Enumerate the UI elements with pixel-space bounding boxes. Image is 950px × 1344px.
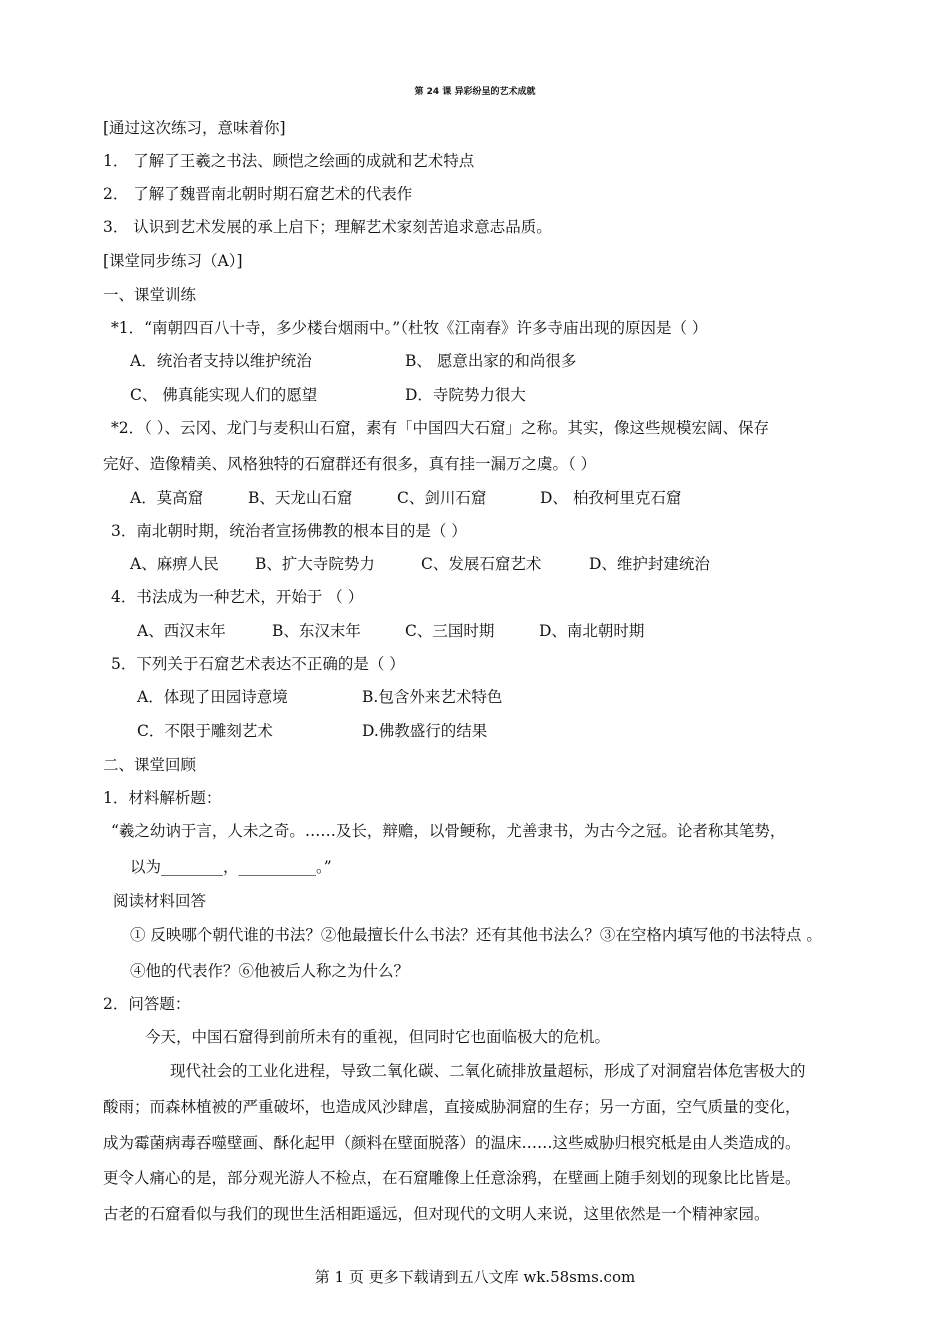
section1-heading: 一、课堂训练 <box>103 286 197 304</box>
material-quote-blanks: 以为________，__________。” <box>130 858 332 876</box>
question-2-stem-cont: 完好、造像精美、风格独特的石窟群还有很多，真有挂一漏万之虞。（ ） <box>103 455 597 473</box>
material-subquestions-cont: ④他的代表作？⑥他被后人称之为什么？ <box>130 962 410 980</box>
q3-option-a: A、麻痹人民 <box>130 555 219 573</box>
goals-header: [通过这次练习，意味着你] <box>103 119 286 137</box>
q5-option-c: C．不限于雕刻艺术 <box>137 722 273 740</box>
essay-paragraph: 成为霉菌病毒吞噬壁画、酥化起甲（颜料在壁面脱落）的温床……这些威胁归根究柢是由人类造成的。 <box>103 1134 801 1152</box>
question-4-stem: 4．书法成为一种艺术，开始于 （ ） <box>111 588 364 606</box>
question-3-stem: 3．南北朝时期，统治者宣扬佛教的根本目的是（ ） <box>111 522 467 540</box>
goal-item: 3． 认识到艺术发展的承上启下；理解艺术家刻苦追求意志品质。 <box>103 218 552 236</box>
q1-option-d: D．寺院势力很大 <box>405 386 526 404</box>
question-5-stem: 5．下列关于石窟艺术表达不正确的是（ ） <box>111 655 405 673</box>
q1-option-c: C、 佛真能实现人们的愿望 <box>130 386 318 404</box>
q3-option-b: B、扩大寺院势力 <box>255 555 375 573</box>
page-title: 第 24 课 异彩纷呈的艺术成就 <box>414 87 536 97</box>
essay-paragraph: 更令人痛心的是，部分观光游人不检点，在石窟雕像上任意涂鸦，在壁画上随手刻划的现象比比皆是。 <box>103 1169 801 1187</box>
page-footer: 第 1 页 更多下载请到五八文库 wk.58sms.com <box>314 1268 636 1286</box>
q5-option-d: D.佛教盛行的结果 <box>362 722 488 740</box>
material-subquestions: ① 反映哪个朝代谁的书法？②他最擅长什么书法？还有其他书法么？③在空格内填写他的书法特点 。 <box>130 926 822 944</box>
material-question-label: 1．材料解析题： <box>103 789 222 807</box>
q3-option-c: C、发展石窟艺术 <box>421 555 542 573</box>
q2-option-d: D、 柏孜柯里克石窟 <box>540 489 682 507</box>
goal-item: 2． 了解了魏晋南北朝时期石窟艺术的代表作 <box>103 185 413 203</box>
reading-prompt: 阅读材料回答 <box>113 892 207 910</box>
q2-option-b: B、天龙山石窟 <box>248 489 353 507</box>
q1-option-b: B、 愿意出家的和尚很多 <box>405 352 577 370</box>
section2-heading: 二、课堂回顾 <box>103 756 197 774</box>
q5-option-b: B.包含外来艺术特色 <box>362 688 503 706</box>
essay-paragraph: 古老的石窟看似与我们的现世生活相距遥远，但对现代的文明人来说，这里依然是一个精神家园。 <box>103 1205 770 1223</box>
practice-header: [课堂同步练习（A）] <box>103 252 243 270</box>
essay-paragraph: 今天，中国石窟得到前所未有的重视，但同时它也面临极大的危机。 <box>145 1028 611 1046</box>
q5-option-a: A．体现了田园诗意境 <box>137 688 288 706</box>
q1-option-a: A．统治者支持以维护统治 <box>130 352 312 370</box>
question-1-stem: *1．“南朝四百八十寺，多少楼台烟雨中。”（杜牧《江南春》许多寺庙出现的原因是（ ） <box>111 319 708 337</box>
q4-option-c: C、三国时期 <box>405 622 495 640</box>
material-quote: “羲之幼讷于言，人未之奇。……及长，辩赡，以骨鲠称，尤善隶书，为古今之冠。论者称其笔势， <box>111 822 786 840</box>
q4-option-d: D、南北朝时期 <box>539 622 645 640</box>
essay-paragraph: 现代社会的工业化进程，导致二氧化碳、二氧化硫排放量超标，形成了对洞窟岩体危害极大的 <box>170 1062 806 1080</box>
goal-item: 1． 了解了王羲之书法、顾恺之绘画的成就和艺术特点 <box>103 152 475 170</box>
q4-option-a: A、西汉末年 <box>137 622 226 640</box>
essay-paragraph: 酸雨；而森林植被的严重破坏，也造成风沙肆虐，直接威胁洞窟的生存；另一方面，空气质量的变化， <box>103 1098 801 1116</box>
q2-option-c: C、剑川石窟 <box>397 489 487 507</box>
q2-option-a: A．莫高窟 <box>130 489 204 507</box>
q4-option-b: B、东汉末年 <box>272 622 361 640</box>
q3-option-d: D、维护封建统治 <box>589 555 710 573</box>
question-2-stem: *2．（ ）、云冈、龙门与麦积山石窟，素有「中国四大石窟」之称。其实，像这些规模宏阔、保存 <box>111 419 770 437</box>
essay-question-label: 2．问答题： <box>103 995 191 1013</box>
